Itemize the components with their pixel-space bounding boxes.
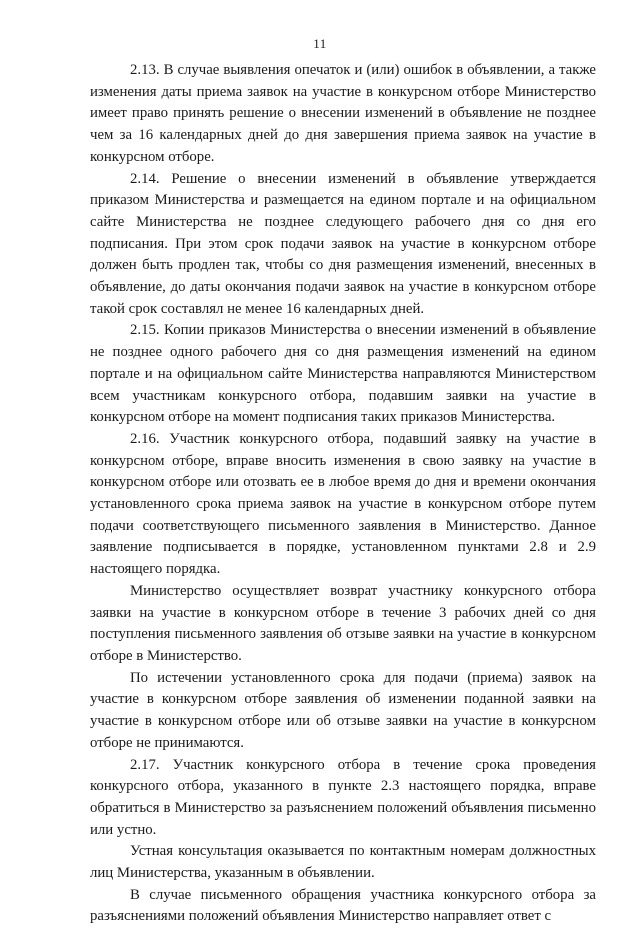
paragraph-2-17-oral: Устная консультация оказывается по контактным номерам должностных лиц Министерства, указанным в объявлении. [90,843,596,882]
paragraph-2-13: 2.13. В случае выявления опечаток и (или) ошибок в объявлении, а также изменения даты приема заявок на участие в конкурсном отборе Министерство имеет право принять решение о внесении изменений в объявление не позднее чем за 16 календарных дней до дня завершения приема заявок на участие в конкурсном отборе. [90,62,596,165]
paragraph-2-16-return: Министерство осуществляет возврат участнику конкурсного отбора заявки на участие в конкурсном отборе в течение 3 рабочих дней со дня поступления письменного заявления об отзыве заявки на участие в конкурсном отборе в Министерство. [90,582,596,664]
document-body [90,60,596,928]
paragraph-2-14: 2.14. Решение о внесении изменений в объявление утверждается приказом Министерства и размещается на едином портале и на официальном сайте Министерства не позднее следующего рабочего дня со дня его подписания. При этом срок подачи заявок на участие в конкурсном отборе должен быть продлен так, чтобы со дня размещения изменений, внесенных в объявление, до даты окончания подачи заявок на участие в конкурсном отборе такой срок составлял не менее 16 календарных дней. [90,170,596,317]
paragraph-2-16-deadline: По истечении установленного срока для подачи (приема) заявок на участие в конкурсном отборе заявления об изменении поданной заявки на участие в конкурсном отборе или об отзыве заявки на участие в конкурсном отборе не принимаются. [90,669,596,751]
paragraph-2-17-written: В случае письменного обращения участника конкурсного отбора за разъяснениями положений объявления Министерство направляет ответ с [90,886,596,925]
paragraph-2-15: 2.15. Копии приказов Министерства о внесении изменений в объявление не позднее одного рабочего дня со дня размещения изменений на едином портале и на официальном сайте Министерства направляются Министерством всем участникам конкурсного отбора, подавшим заявки на участие в конкурсном отборе на момент подписания таких приказов Министерства. [90,322,596,426]
paragraph-2-16: 2.16. Участник конкурсного отбора, подавший заявку на участие в конкурсном отборе, вправе вносить изменения в свою заявку на участие в конкурсном отборе или отозвать ее в любое время до дня и времени окончания установленного срока приема заявок на участие в конкурсном отборе путем подачи соответствующего письменного заявления в Министерство. Данное заявление подписывается в порядке, установленном пунктами 2.8 и 2.9 настоящего порядка. [90,430,596,578]
paragraph-2-17: 2.17. Участник конкурсного отбора в течение срока проведения конкурсного отбора, указанного в пункте 2.3 настоящего порядка, вправе обратиться в Министерство за разъяснением положений объявления письменно или устно. [90,756,596,838]
page-number: 11 [313,36,327,51]
